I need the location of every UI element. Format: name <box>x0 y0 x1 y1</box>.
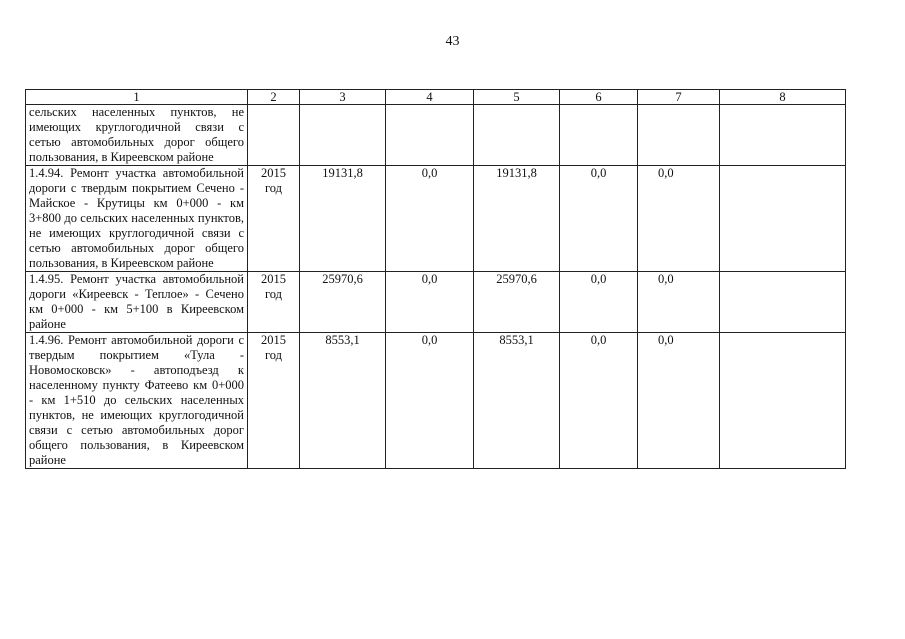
column-header-2: 2 <box>248 90 300 105</box>
table-row <box>26 166 846 272</box>
data-table <box>25 89 846 469</box>
row-col7 <box>638 105 720 166</box>
table-header-row <box>26 90 846 105</box>
column-header-6: 6 <box>560 90 638 105</box>
row-col4 <box>386 105 474 166</box>
row-year: 2015 год <box>248 166 300 272</box>
row-col6 <box>560 105 638 166</box>
row-col5 <box>474 105 560 166</box>
row-col6: 0,0 <box>560 333 638 469</box>
column-header-7: 7 <box>638 90 720 105</box>
table-row <box>26 333 846 469</box>
row-col7: 0,0 <box>638 166 720 272</box>
row-description: 1.4.94. Ремонт участка автомобильной дороги с твердым покрытием Сечено - Майское - Крутицы км 0+000 - км 3+800 до сельских населенных пунктов, не имеющих круглогодичной связи с сетью автомобильных дорог общего пользования, в Киреевском районе <box>26 166 248 272</box>
row-col4: 0,0 <box>386 166 474 272</box>
row-col8 <box>720 333 846 469</box>
row-col7: 0,0 <box>638 272 720 333</box>
row-year <box>248 105 300 166</box>
row-col4: 0,0 <box>386 333 474 469</box>
row-col5: 8553,1 <box>474 333 560 469</box>
column-header-8: 8 <box>720 90 846 105</box>
column-header-3: 3 <box>300 90 386 105</box>
row-col7: 0,0 <box>638 333 720 469</box>
row-year: 2015 год <box>248 333 300 469</box>
row-col6: 0,0 <box>560 166 638 272</box>
row-col3 <box>300 105 386 166</box>
row-col5: 19131,8 <box>474 166 560 272</box>
row-col4: 0,0 <box>386 272 474 333</box>
column-header-4: 4 <box>386 90 474 105</box>
row-col8 <box>720 166 846 272</box>
table-row <box>26 272 846 333</box>
row-col8 <box>720 272 846 333</box>
row-col5: 25970,6 <box>474 272 560 333</box>
row-description: 1.4.95. Ремонт участка автомобильной дороги «Киреевск - Теплое» - Сечено км 0+000 - км 5+100 в Киреевском районе <box>26 272 248 333</box>
column-header-5: 5 <box>474 90 560 105</box>
row-description: 1.4.96. Ремонт автомобильной дороги с твердым покрытием «Тула - Новомосковск» - автоподъезд к населенному пункту Фатеево км 0+000 - км 1+510 до сельских населенных пунктов, не имеющих круглогодичной связи с сетью автомобильных дорог общего пользования, в Киреевском районе <box>26 333 248 469</box>
row-year: 2015 год <box>248 272 300 333</box>
column-header-1: 1 <box>26 90 248 105</box>
row-description: сельских населенных пунктов, не имеющих круглогодичной связи с сетью автомобильных дорог общего пользования, в Киреевском районе <box>26 105 248 166</box>
page-number: 43 <box>445 34 460 49</box>
row-col3: 25970,6 <box>300 272 386 333</box>
row-col3: 19131,8 <box>300 166 386 272</box>
row-col3: 8553,1 <box>300 333 386 469</box>
table-row <box>26 105 846 166</box>
row-col6: 0,0 <box>560 272 638 333</box>
row-col8 <box>720 105 846 166</box>
